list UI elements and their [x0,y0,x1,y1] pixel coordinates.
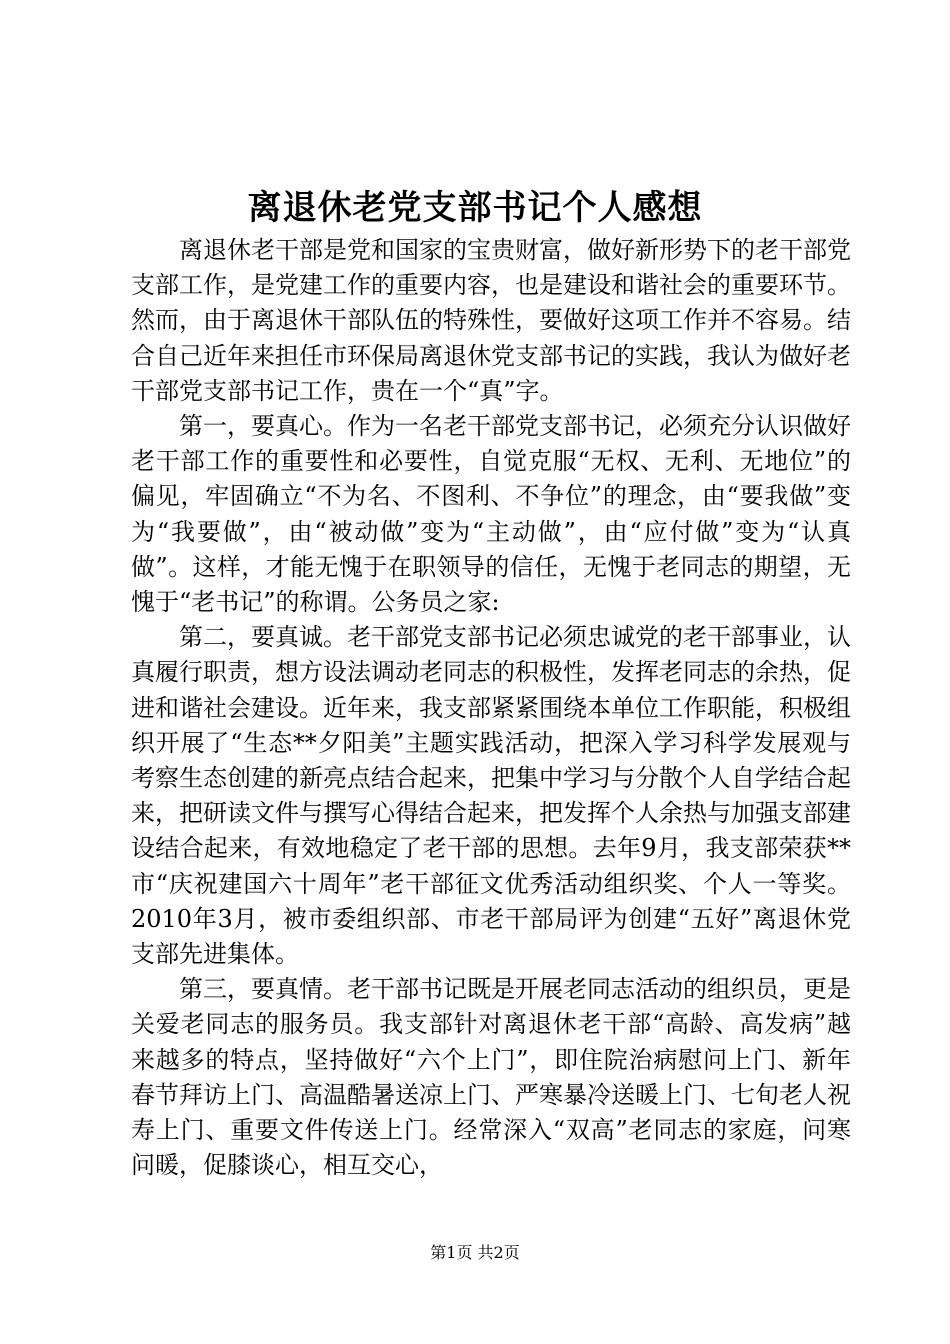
paragraph-intro: 离退休老干部是党和国家的宝贵财富，做好新形势下的老干部党支部工作，是党建工作的重要内容，也是建设和谐社会的重要环节。然而，由于离退休干部队伍的特殊性，要做好这项工作并不容易。结合自己近年来担任市环保局离退休党支部书记的实践，我认为做好老干部党支部书记工作，贵在一个“真”字。 [131,236,851,405]
document-title: 离退休老党支部书记个人感想 [247,188,703,228]
page-number-footer: 第1页 共2页 [430,1243,520,1262]
paragraph-sincere-heart: 第一，要真心。作为一名老干部党支部书记，必须充分认识做好老干部工作的重要性和必要性，自觉克服“无权、无利、无地位”的偏见，牢固确立“不为名、不图利、不争位”的理念，由“要我做”变为“我要做”，由“被动做”变为“主动做”，由“应付做”变为“认真做”。这样，才能无愧于在职领导的信任，无愧于老同志的期望，无愧于“老书记”的称谓。公务员之家: [131,412,851,617]
document-body [131,233,851,1183]
paragraph-true-feeling: 第三，要真情。老干部书记既是开展老同志活动的组织员，更是关爱老同志的服务员。我支部针对离退休老干部“高龄、高发病”越来越多的特点，坚持做好“六个上门”，即住院治病慰问上门、新年春节拜访上门、高温酷暑送凉上门、严寒暴冷送暖上门、七旬老人祝寿上门、重要文件传送上门。经常深入“双高”老同志的家庭，问寒问暖，促膝谈心，相互交心， [131,975,851,1180]
paragraph-sincerity: 第二，要真诚。老干部党支部书记必须忠诚党的老干部事业，认真履行职责，想方设法调动老同志的积极性，发挥老同志的余热，促进和谐社会建设。近年来，我支部紧紧围绕本单位工作职能，积极组织开展了“生态**夕阳美”主题实践活动，把深入学习科学发展观与考察生态创建的新亮点结合起来，把集中学习与分散个人自学结合起来，把研读文件与撰写心得结合起来，把发挥个人余热与加强支部建设结合起来，有效地稳定了老干部的思想。去年9月，我支部荣获**市“庆祝建国六十周年”老干部征文优秀活动组织奖、个人一等奖。2010年3月，被市委组织部、市老干部局评为创建“五好”离退休党支部先进集体。 [131,623,851,969]
